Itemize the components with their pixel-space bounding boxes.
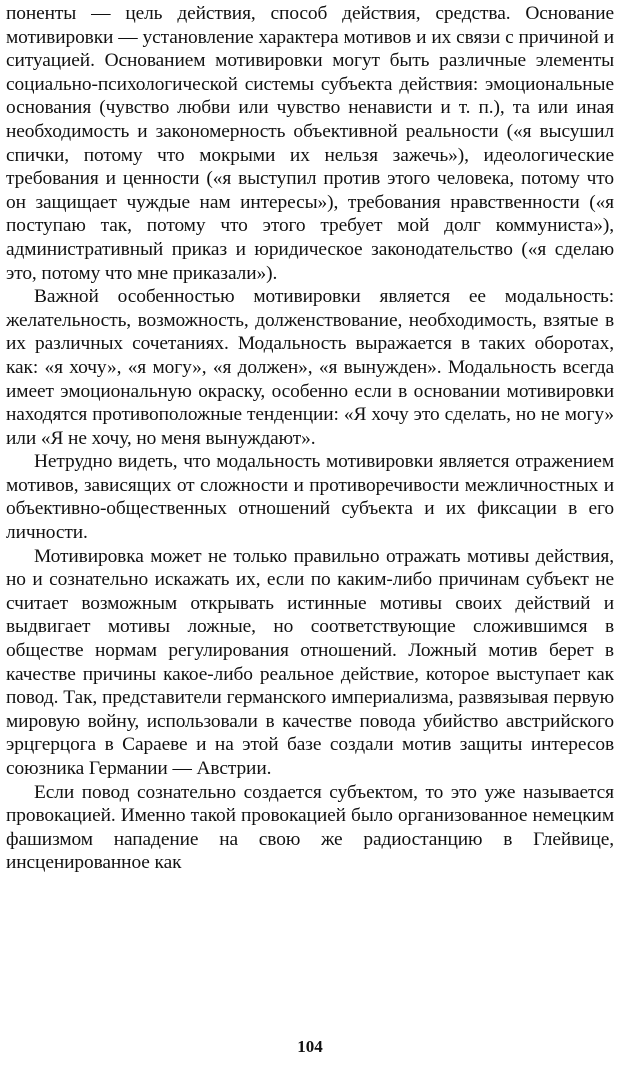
paragraph-4: Мотивировка может не только правильно отражать мотивы действия, но и сознательно искажать их, если по каким-либо причинам субъект не считает возможным открывать истинные мотивы своих действий и выдвигает мотивы ложные, но соответствующие сложившимся в обществе нормам регулирования отношений. Ложный мотив берет в качестве причины какое-либо реальное действие, которое выступает как повод. Так, представители германского империализма, развязывая первую мировую войну, использовали в качестве повода убийство австрийского эрцгерцога в Сараеве и на этой базе создали мотив защиты интересов союзника Германии — Австрии. (6, 545, 614, 779)
paragraph-1: поненты — цель действия, способ действия, средства. Основание мотивировки — установление характера мотивов и их связи с причиной и ситуацией. Основанием мотивировки могут быть различные элементы социально-психологической системы субъекта действия: эмоциональные основания (чувство любви или чувство ненависти и т. п.), та или иная необходимость и закономерность объективной реальности («я высушил спички, потому что мокрыми их нельзя зажечь»), идеологические требования и ценности («я выступил против этого человека, потому что он защищает чуждые нам интересы»), требования нравственности («я поступаю так, потому что этого требует мой долг коммуниста»), административный приказ и юридическое законодательство («я сделаю это, потому что мне приказали»). (6, 3, 614, 284)
paragraph-5: Если повод сознательно создается субъектом, то это уже называется провокацией. Именно такой провокацией было организованное немецким фашизмом нападение на свою же радиостанцию в Глейвице, инсценированное как (6, 781, 614, 874)
page-body (6, 2, 614, 875)
page-number: 104 (297, 1037, 323, 1056)
paragraph-2: Важной особенностью мотивировки является ее модальность: желательность, возможность, долженствование, необходимость, взятые в их различных сочетаниях. Модальность выражается в таких оборотах, как: «я хочу», «я могу», «я должен», «я вынужден». Модальность всегда имеет эмоциональную окраску, особенно если в основании мотивировки находятся противоположные тенденции: «Я хочу это сделать, но не могу» или «Я не хочу, но меня вынуждают». (6, 286, 614, 449)
paragraph-3: Нетрудно видеть, что модальность мотивировки является отражением мотивов, зависящих от сложности и противоречивости межличностных и объективно-общественных отношений субъекта и их фиксации в его личности. (6, 451, 614, 544)
